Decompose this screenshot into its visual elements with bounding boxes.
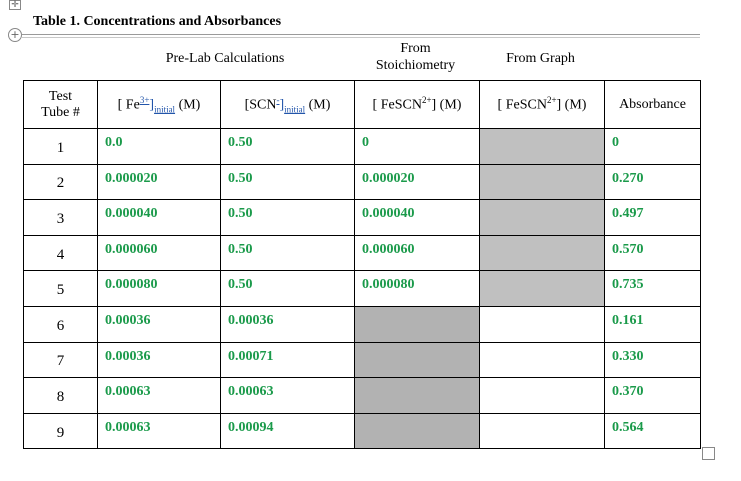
table-row: [24, 235, 701, 271]
scn-sub: initial: [284, 104, 306, 115]
table-row: [24, 164, 701, 200]
fescn-graph-prefix: [ FeSCN: [497, 97, 547, 113]
cell-fescn-stoich[interactable]: 0.000040: [355, 200, 480, 236]
table-row: [24, 342, 701, 378]
cell-fe-initial[interactable]: 0.00063: [98, 378, 221, 414]
cell-fescn-stoich[interactable]: 0: [355, 129, 480, 165]
cell-scn-initial[interactable]: 0.00094: [221, 413, 355, 449]
fescn-stoich-sup: 2+: [421, 95, 432, 106]
cell-scn-initial[interactable]: 0.00071: [221, 342, 355, 378]
cell-scn-initial[interactable]: 0.00063: [221, 378, 355, 414]
col-header-absorbance: Absorbance: [605, 81, 701, 129]
fescn-graph-sup: 2+: [546, 95, 557, 106]
cell-absorbance[interactable]: 0.564: [605, 413, 701, 449]
group-header-graph: From Graph: [506, 51, 575, 66]
fe-unit: (M): [175, 97, 201, 113]
cell-tube: 5: [24, 271, 98, 307]
cell-scn-initial[interactable]: 0.50: [221, 129, 355, 165]
group-header-stoichiometry-line1: From: [400, 41, 431, 56]
cell-fescn-graph[interactable]: [480, 378, 605, 414]
cell-absorbance[interactable]: 0.570: [605, 235, 701, 271]
fescn-stoich-prefix: [ FeSCN: [372, 97, 422, 113]
table-header-row: [24, 81, 701, 129]
cell-tube: 8: [24, 378, 98, 414]
cell-tube: 6: [24, 306, 98, 342]
fe-close: ]: [149, 97, 155, 113]
cell-fescn-stoich-shaded: [355, 413, 480, 449]
cell-fe-initial[interactable]: 0.000040: [98, 200, 221, 236]
group-header-prelab: Pre-Lab Calculations: [165, 51, 285, 66]
col-header-tube-line2: Tube #: [41, 104, 80, 120]
cell-fescn-graph-shaded: [480, 164, 605, 200]
scn-close: ]: [279, 97, 285, 113]
divider-line: [22, 34, 700, 35]
cell-scn-initial[interactable]: 0.50: [221, 235, 355, 271]
fescn-stoich-suffix: ] (M): [431, 97, 462, 113]
table-row: [24, 378, 701, 414]
cell-fe-initial[interactable]: 0.00063: [98, 413, 221, 449]
cell-fe-initial[interactable]: 0.000060: [98, 235, 221, 271]
table-move-handle-icon[interactable]: ✛: [9, 0, 21, 10]
cell-fescn-graph-shaded: [480, 271, 605, 307]
cell-fescn-stoich[interactable]: 0.000020: [355, 164, 480, 200]
cell-tube: 7: [24, 342, 98, 378]
cell-tube: 1: [24, 129, 98, 165]
cell-absorbance[interactable]: 0: [605, 129, 701, 165]
cell-fescn-stoich[interactable]: 0.000060: [355, 235, 480, 271]
cell-fe-initial[interactable]: 0.000020: [98, 164, 221, 200]
cell-scn-initial[interactable]: 0.50: [221, 164, 355, 200]
cell-fescn-stoich-shaded: [355, 342, 480, 378]
cell-fescn-graph-shaded: [480, 235, 605, 271]
cell-tube: 9: [24, 413, 98, 449]
col-header-fescn-graph: [480, 81, 605, 129]
cell-fescn-graph-shaded: [480, 200, 605, 236]
cell-fe-initial[interactable]: 0.000080: [98, 271, 221, 307]
cell-absorbance[interactable]: 0.497: [605, 200, 701, 236]
col-header-fe-initial: [98, 81, 221, 129]
divider-line-secondary: [22, 37, 700, 38]
table-row: [24, 200, 701, 236]
cell-absorbance[interactable]: 0.330: [605, 342, 701, 378]
cell-scn-initial[interactable]: 0.00036: [221, 306, 355, 342]
col-header-tube-line1: Test: [48, 88, 73, 104]
table-title: Table 1. Concentrations and Absorbances: [33, 14, 282, 29]
cell-absorbance[interactable]: 0.161: [605, 306, 701, 342]
cell-fe-initial[interactable]: 0.0: [98, 129, 221, 165]
cell-fescn-graph[interactable]: [480, 306, 605, 342]
cell-fescn-graph[interactable]: [480, 342, 605, 378]
cell-tube: 3: [24, 200, 98, 236]
cell-absorbance[interactable]: 0.370: [605, 378, 701, 414]
fe-prefix: [ Fe: [117, 97, 140, 113]
cell-fescn-graph[interactable]: [480, 413, 605, 449]
fescn-graph-suffix: ] (M): [556, 97, 587, 113]
group-header-stoichiometry: [353, 40, 478, 74]
cell-tube: 4: [24, 235, 98, 271]
table-resize-handle-icon[interactable]: [702, 447, 715, 460]
group-header-stoichiometry-line2: Stoichiometry: [375, 58, 456, 73]
cell-absorbance[interactable]: 0.270: [605, 164, 701, 200]
cell-tube: 2: [24, 164, 98, 200]
cell-fe-initial[interactable]: 0.00036: [98, 306, 221, 342]
scn-prefix: [SCN: [244, 97, 277, 113]
cell-fescn-stoich-shaded: [355, 378, 480, 414]
col-header-scn-initial: [221, 81, 355, 129]
cell-absorbance[interactable]: 0.735: [605, 271, 701, 307]
add-circle-icon[interactable]: +: [8, 28, 22, 42]
col-header-fescn-stoich: [355, 81, 480, 129]
table-row: [24, 413, 701, 449]
cell-fescn-graph-shaded: [480, 129, 605, 165]
scn-unit: (M): [305, 97, 331, 113]
col-header-tube: [24, 81, 98, 129]
fe-sub: initial: [154, 104, 176, 115]
cell-fe-initial[interactable]: 0.00036: [98, 342, 221, 378]
cell-scn-initial[interactable]: 0.50: [221, 271, 355, 307]
cell-fescn-stoich[interactable]: 0.000080: [355, 271, 480, 307]
cell-fescn-stoich-shaded: [355, 306, 480, 342]
scn-sup: -: [276, 94, 280, 105]
table-row: [24, 271, 701, 307]
table-row: [24, 306, 701, 342]
concentration-table: [23, 80, 701, 449]
table-row: [24, 129, 701, 165]
cell-scn-initial[interactable]: 0.50: [221, 200, 355, 236]
fe-sup: 3+: [139, 94, 150, 105]
